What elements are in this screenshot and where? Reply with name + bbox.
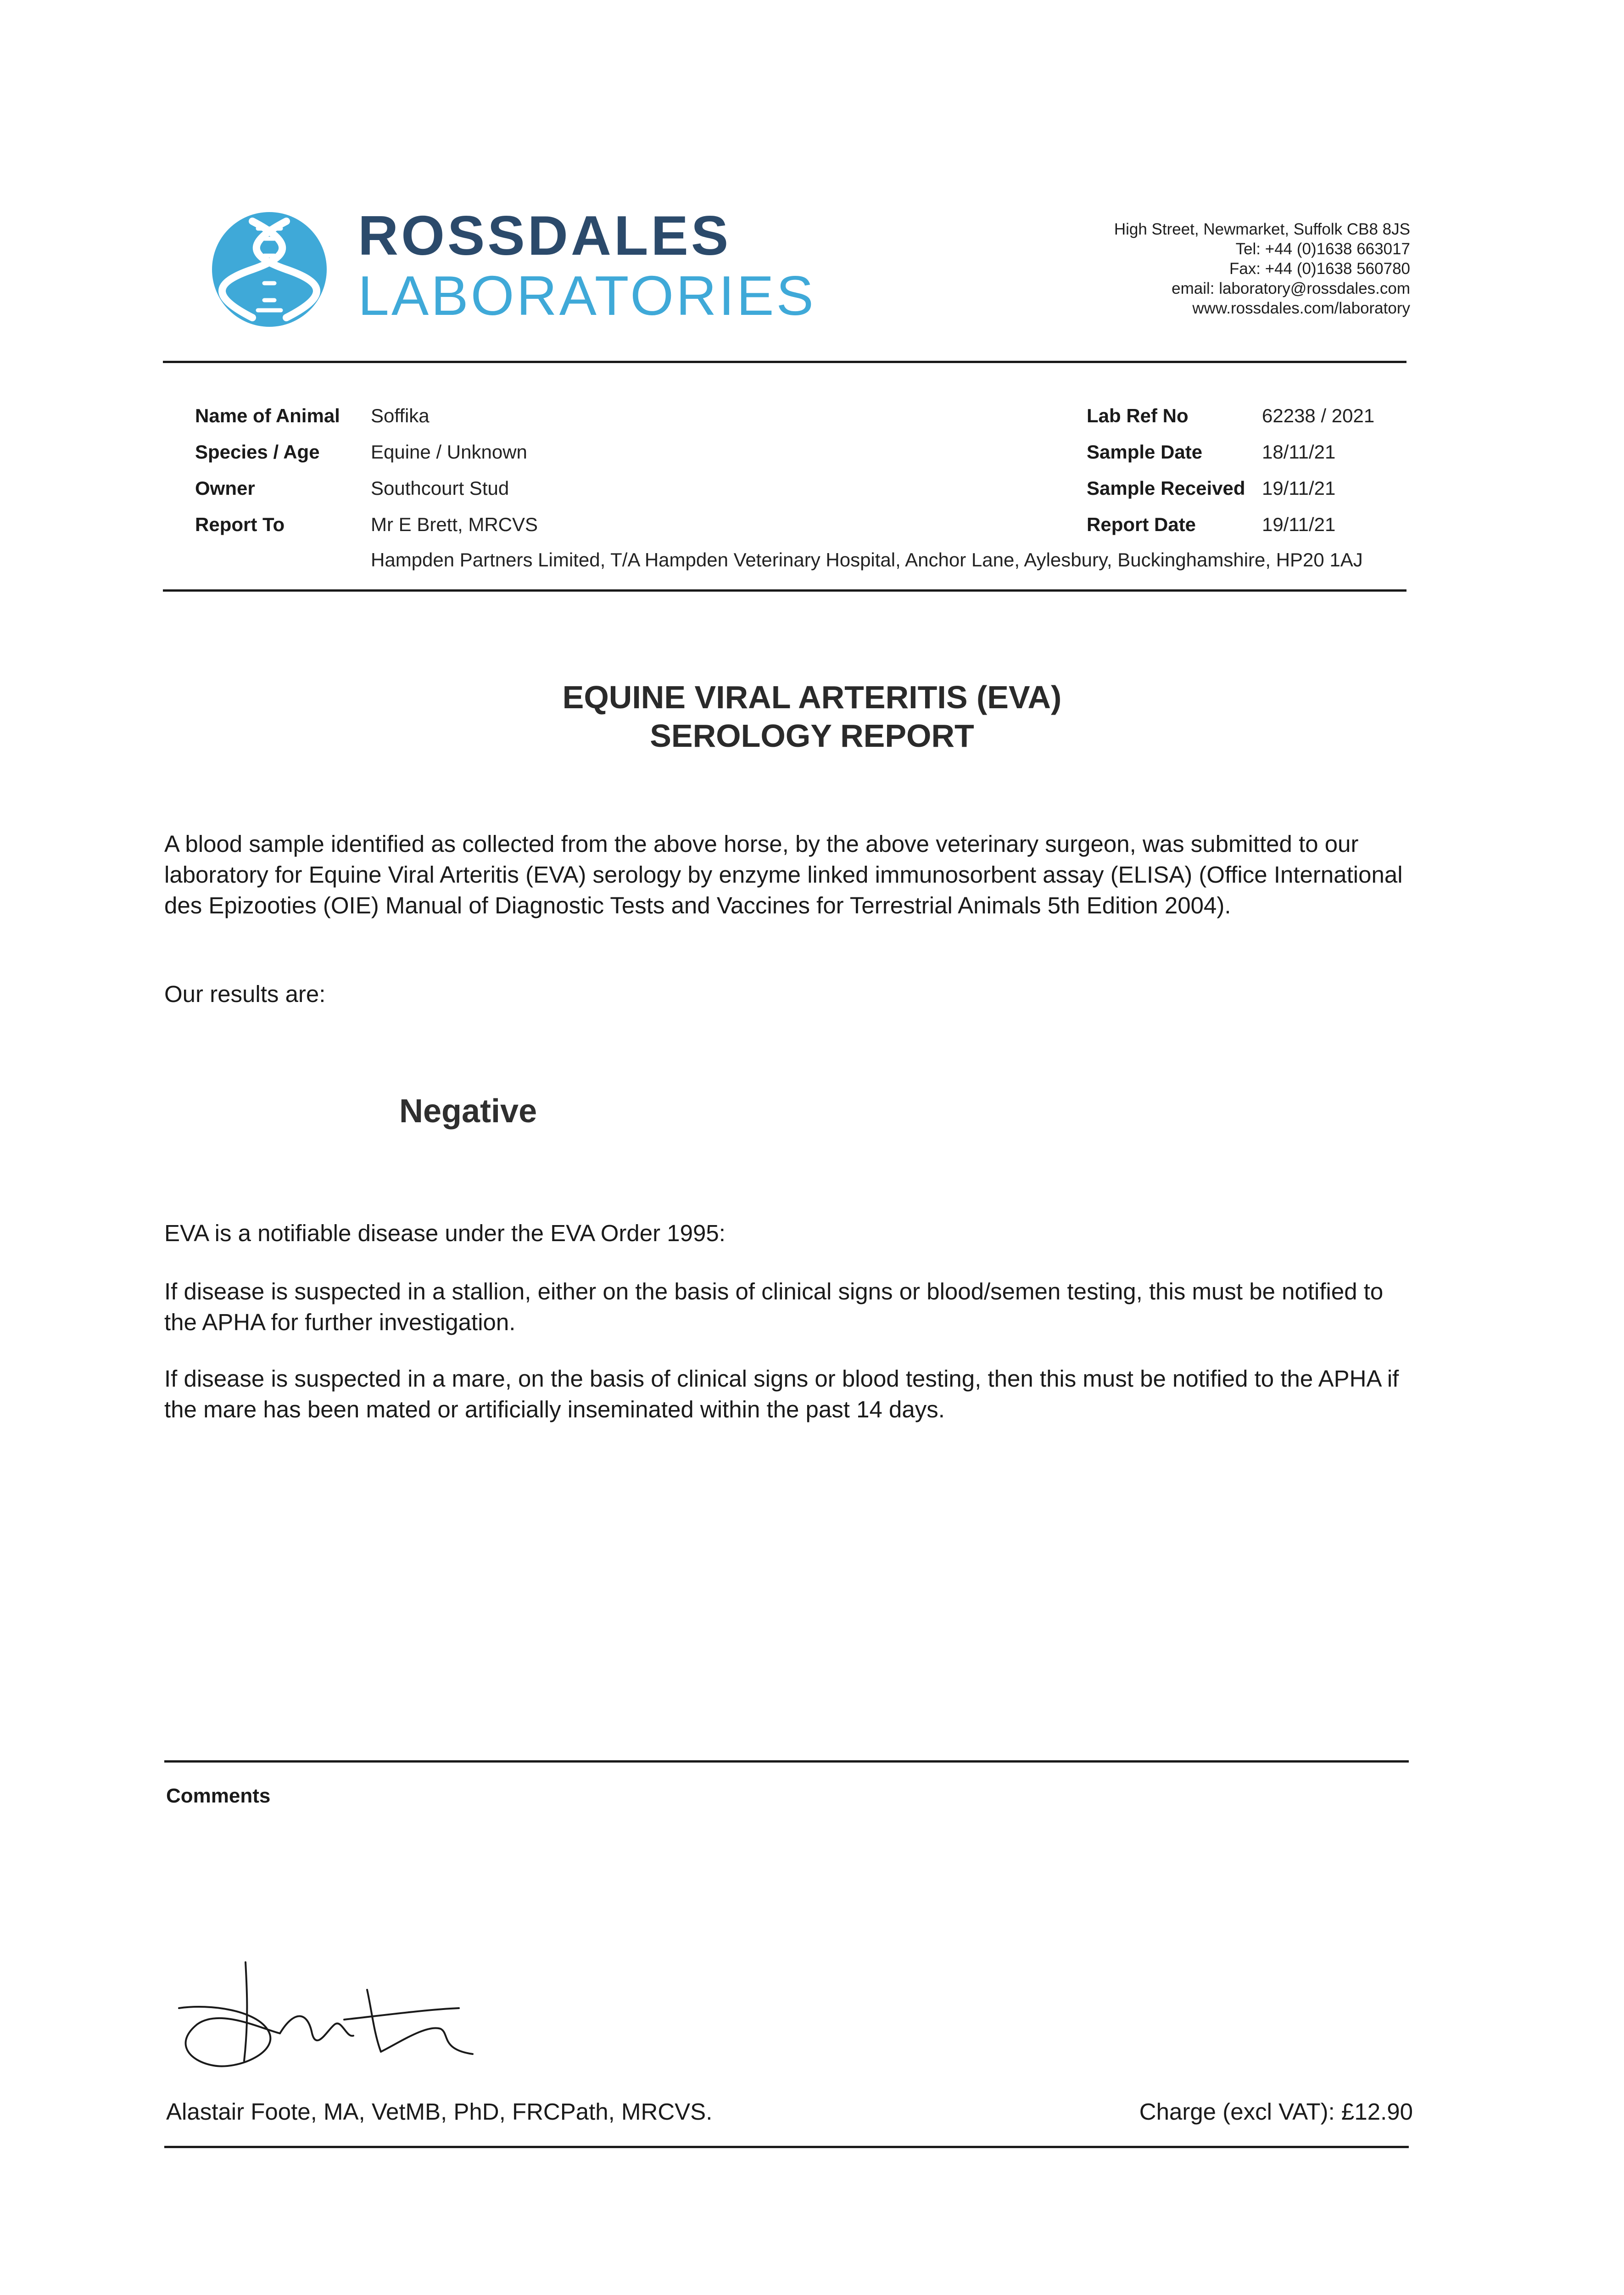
footer-divider bbox=[164, 2146, 1409, 2148]
details-divider bbox=[163, 589, 1406, 592]
signature bbox=[170, 1955, 500, 2084]
results-intro: Our results are: bbox=[164, 981, 326, 1007]
header-divider bbox=[163, 361, 1406, 363]
report-title-line2: SEROLOGY REPORT bbox=[650, 718, 974, 754]
sample-received-value: 19/11/21 bbox=[1262, 477, 1336, 499]
contact-block bbox=[997, 219, 1410, 318]
lab-ref-value: 62238 / 2021 bbox=[1262, 405, 1375, 426]
owner-value: Southcourt Stud bbox=[371, 477, 509, 499]
species-label: Species / Age bbox=[195, 441, 320, 463]
result-value: Negative bbox=[399, 1093, 537, 1130]
contact-address: High Street, Newmarket, Suffolk CB8 8JS bbox=[1114, 220, 1410, 238]
report-title bbox=[0, 678, 1624, 755]
name-value: Soffika bbox=[371, 405, 430, 426]
contact-email: email: laboratory@rossdales.com bbox=[1172, 280, 1410, 297]
charge: Charge (excl VAT): £12.90 bbox=[1139, 2099, 1413, 2125]
report-date-value: 19/11/21 bbox=[1262, 514, 1336, 535]
signatory-name: Alastair Foote, MA, VetMB, PhD, FRCPath, MRCVS. bbox=[166, 2099, 713, 2125]
contact-fax: Fax: +44 (0)1638 560780 bbox=[1229, 260, 1410, 278]
intro-paragraph: A blood sample identified as collected from the above horse, by the above veterinary surgeon, was submitted to our laboratory for Equine Viral Arteritis (EVA) serology by enzyme linked immunosorbent assay (ELISA) (Office International des Epizooties (OIE) Manual of Diagnostic Tests and Vaccines for Terrestrial Animals 5th Edition 2004). bbox=[164, 831, 1403, 918]
comments-label: Comments bbox=[166, 1785, 271, 1807]
brand-name-line2: LABORATORIES bbox=[358, 264, 816, 327]
brand-name-line1: ROSSDALES bbox=[358, 204, 731, 267]
report-date-label: Report Date bbox=[1087, 514, 1196, 535]
report-to-address: Hampden Partners Limited, T/A Hampden Veterinary Hospital, Anchor Lane, Aylesbury, Buckinghamshire, HP20 1AJ bbox=[371, 549, 1363, 571]
report-to-value: Mr E Brett, MRCVS bbox=[371, 514, 538, 535]
mare-note: If disease is suspected in a mare, on the basis of clinical signs or blood testing, then this must be notified to the APHA if the mare has been mated or artificially inseminated within the past 14 days. bbox=[164, 1366, 1399, 1422]
logo-dna-icon bbox=[212, 212, 327, 327]
species-value: Equine / Unknown bbox=[371, 441, 527, 463]
sample-date-value: 18/11/21 bbox=[1262, 441, 1336, 463]
comments-divider bbox=[164, 1760, 1409, 1763]
contact-tel: Tel: +44 (0)1638 663017 bbox=[1235, 240, 1410, 258]
report-title-line1: EQUINE VIRAL ARTERITIS (EVA) bbox=[562, 679, 1062, 715]
report-to-label: Report To bbox=[195, 514, 285, 535]
sample-received-label: Sample Received bbox=[1087, 477, 1245, 499]
notifiable-statement: EVA is a notifiable disease under the EVA Order 1995: bbox=[164, 1220, 725, 1246]
stallion-note: If disease is suspected in a stallion, either on the basis of clinical signs or blood/semen testing, this must be notified to the APHA for further investigation. bbox=[164, 1278, 1384, 1335]
sample-date-label: Sample Date bbox=[1087, 441, 1203, 463]
owner-label: Owner bbox=[195, 477, 255, 499]
contact-website: www.rossdales.com/laboratory bbox=[1192, 299, 1410, 317]
lab-ref-label: Lab Ref No bbox=[1087, 405, 1189, 426]
name-label: Name of Animal bbox=[195, 405, 340, 426]
